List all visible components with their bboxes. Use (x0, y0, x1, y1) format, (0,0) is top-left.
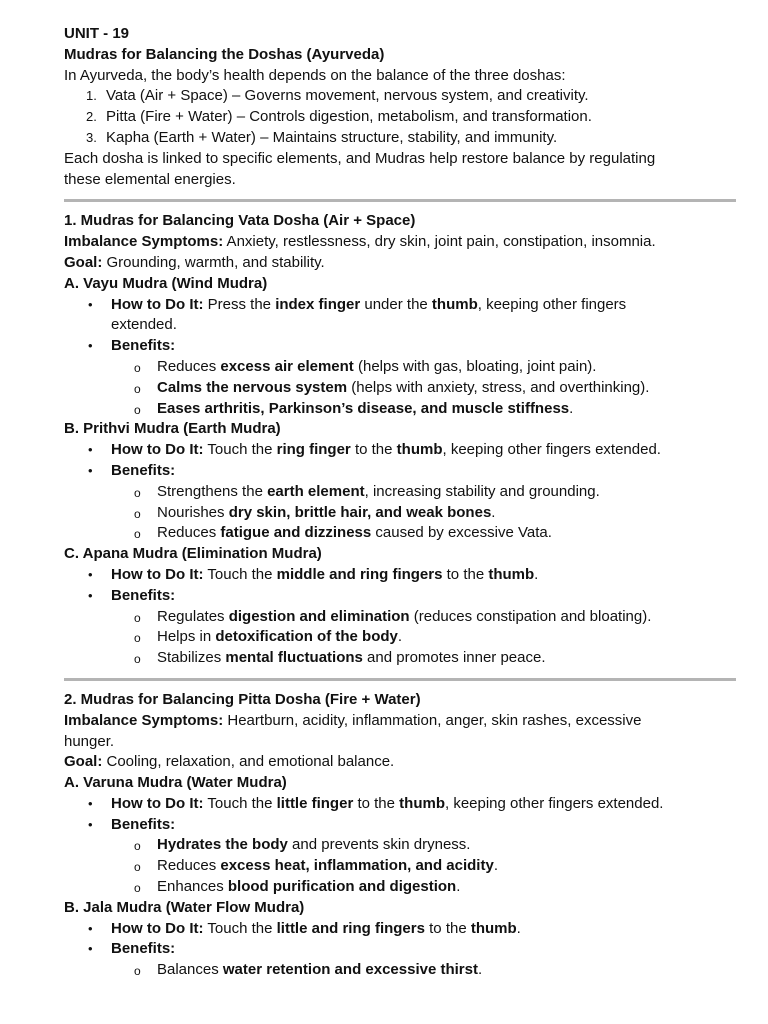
how-text: little finger (276, 794, 354, 812)
benefit-item (64, 523, 734, 544)
how-text: thumb (488, 565, 535, 583)
list-item (64, 86, 734, 107)
benefit-text: . (397, 628, 403, 646)
goal-label: Goal: (64, 753, 103, 771)
benefits-label: Benefits: (111, 940, 176, 958)
benefits-label: Benefits: (111, 461, 176, 479)
pitta-symptoms (64, 711, 734, 732)
circle-bullet-icon: o (134, 527, 141, 542)
how-text: . (534, 565, 539, 583)
how-text: to the (353, 794, 400, 812)
how-text: thumb (431, 295, 478, 313)
benefit-text: Helps in (157, 628, 216, 646)
how-item (64, 565, 734, 586)
list-item-text: Pitta (Fire + Water) – Controls digestion, metabolism, and transformation. (106, 108, 592, 126)
circle-bullet-icon: o (134, 381, 141, 396)
dosha-list (64, 86, 734, 148)
list-number: 3. (86, 129, 97, 145)
pitta-heading: 2. Mudras for Balancing Pitta Dosha (Fire + Water) (64, 690, 421, 708)
jala-list (64, 919, 734, 981)
how-item (64, 440, 734, 461)
benefit-text: water retention and excessive thirst (222, 961, 478, 979)
list-item-text: Kapha (Earth + Water) – Maintains structure, stability, and immunity. (106, 128, 558, 146)
how-text: Touch the (203, 565, 277, 583)
benefits-label: Benefits: (111, 586, 176, 604)
benefit-text: Enhances (157, 878, 228, 896)
how-text: Touch the (203, 919, 277, 937)
benefit-text: (helps with gas, bloating, joint pain). (353, 357, 597, 375)
pitta-symptoms-cont: hunger. (64, 732, 115, 750)
circle-bullet-icon: o (134, 839, 141, 854)
benefits-list (64, 357, 734, 419)
varuna-title: A. Varuna Mudra (Water Mudra) (64, 774, 287, 792)
how-label: How to Do It: (111, 794, 204, 812)
pitta-goal (64, 752, 734, 773)
benefit-text: Reduces (157, 357, 221, 375)
benefit-text: dry skin, brittle hair, and weak bones (228, 503, 492, 521)
benefits-list (64, 960, 734, 981)
page-title: Mudras for Balancing the Doshas (Ayurveda) (64, 45, 385, 63)
benefit-text: and prevents skin dryness. (287, 836, 471, 854)
bullet-icon: • (88, 587, 93, 603)
benefit-text: Eases arthritis, Parkinson’s disease, and muscle stiffness (157, 399, 570, 417)
list-number: 2. (86, 109, 97, 125)
varuna-list (64, 794, 734, 898)
circle-bullet-icon: o (134, 964, 141, 979)
benefit-text: (reduces constipation and bloating). (409, 607, 652, 625)
how-text: Touch the (203, 794, 277, 812)
benefit-text: fatigue and dizziness (220, 524, 372, 542)
jala-title: B. Jala Mudra (Water Flow Mudra) (64, 898, 305, 916)
benefits-item (64, 815, 734, 898)
prithvi-list (64, 440, 734, 544)
benefits-item (64, 586, 734, 669)
bullet-icon: • (88, 462, 93, 478)
benefits-list (64, 835, 734, 897)
benefit-text: excess air element (220, 357, 354, 375)
how-text: Touch the (203, 441, 277, 459)
benefit-text: Stabilizes (157, 649, 226, 667)
benefit-item (64, 482, 734, 503)
bullet-icon: • (88, 338, 93, 354)
benefit-item (64, 960, 734, 981)
benefit-text: . (569, 399, 574, 417)
vata-symptoms (64, 232, 734, 253)
how-text: Press the (203, 295, 276, 313)
benefit-text: . (493, 857, 498, 875)
section-divider (64, 199, 736, 202)
circle-bullet-icon: o (134, 506, 141, 521)
bullet-icon: • (88, 941, 93, 957)
benefit-item (64, 627, 734, 648)
how-text: little and ring fingers (276, 919, 425, 937)
how-text: thumb (470, 919, 517, 937)
benefit-text: Balances (157, 961, 223, 979)
how-text: under the (360, 295, 432, 313)
benefit-text: earth element (267, 482, 365, 500)
bullet-icon: • (88, 816, 93, 832)
how-text: thumb (396, 441, 443, 459)
how-text: to the (350, 441, 397, 459)
benefit-text: and promotes inner peace. (362, 649, 546, 667)
how-label: How to Do It: (111, 441, 204, 459)
circle-bullet-icon: o (134, 360, 141, 375)
prithvi-title: B. Prithvi Mudra (Earth Mudra) (64, 420, 281, 438)
bullet-icon: • (88, 566, 93, 582)
benefits-label: Benefits: (111, 337, 176, 355)
circle-bullet-icon: o (134, 631, 141, 646)
benefit-text: . (456, 878, 461, 896)
how-label: How to Do It: (111, 295, 204, 313)
how-text: thumb (399, 794, 445, 812)
intro-text: In Ayurveda, the body’s health depends on the balance of the three doshas: (64, 66, 566, 84)
benefits-item (64, 336, 734, 419)
benefit-text: Hydrates the body (157, 836, 288, 854)
benefit-item (64, 399, 734, 420)
circle-bullet-icon: o (134, 652, 141, 667)
how-text-cont: extended. (111, 316, 177, 334)
benefits-item (64, 461, 734, 544)
how-item (64, 919, 734, 940)
unit-label: UNIT - 19 (64, 25, 130, 42)
how-text: to the (424, 919, 471, 937)
bullet-icon: • (88, 795, 93, 811)
bullet-icon: • (88, 442, 93, 458)
benefit-text: (helps with anxiety, stress, and overthinking). (347, 378, 650, 396)
benefits-list (64, 482, 734, 544)
list-item (64, 107, 734, 128)
benefits-list (64, 607, 734, 669)
document-page (64, 24, 734, 981)
circle-bullet-icon: o (134, 402, 141, 417)
vayu-title: A. Vayu Mudra (Wind Mudra) (64, 274, 268, 292)
symptoms-text: Anxiety, restlessness, dry skin, joint pain, constipation, insomnia. (223, 233, 656, 251)
benefits-item (64, 939, 734, 981)
goal-text: Cooling, relaxation, and emotional balance. (102, 753, 395, 771)
how-text: to the (442, 565, 489, 583)
benefit-item (64, 835, 734, 856)
section-divider (64, 678, 736, 681)
list-number: 1. (86, 88, 97, 104)
vata-goal (64, 253, 734, 274)
apana-title: C. Apana Mudra (Elimination Mudra) (64, 545, 322, 563)
vata-heading: 1. Mudras for Balancing Vata Dosha (Air + Space) (64, 212, 416, 230)
how-text: middle and ring fingers (276, 565, 443, 583)
benefit-text: caused by excessive Vata. (371, 524, 552, 542)
benefit-item (64, 877, 734, 898)
list-item-text: Vata (Air + Space) – Governs movement, nervous system, and creativity. (106, 87, 589, 105)
benefit-text: Reduces (157, 524, 221, 542)
benefit-text: Calms the nervous system (157, 378, 348, 396)
symptoms-label: Imbalance Symptoms: (64, 233, 224, 251)
intro-close-line-1: Each dosha is linked to specific elements, and Mudras help restore balance by regulating (64, 149, 656, 167)
bullet-icon: • (88, 296, 93, 312)
how-text: , keeping other fingers (477, 295, 627, 313)
benefit-text: excess heat, inflammation, and acidity (220, 857, 494, 875)
how-text: , keeping other fingers extended. (442, 441, 661, 459)
benefit-text: detoxification of the body (215, 628, 398, 646)
vayu-list (64, 295, 734, 420)
symptoms-text: Heartburn, acidity, inflammation, anger, skin rashes, excessive (223, 711, 642, 729)
list-item (64, 128, 734, 149)
how-item (64, 295, 734, 337)
benefit-item (64, 607, 734, 628)
benefit-text: . (477, 961, 483, 979)
benefit-text: blood purification and digestion (227, 878, 457, 896)
circle-bullet-icon: o (134, 485, 141, 500)
benefits-label: Benefits: (111, 815, 176, 833)
bullet-icon: • (88, 920, 93, 936)
benefit-item (64, 357, 734, 378)
benefit-text: Regulates (157, 607, 229, 625)
how-item (64, 794, 734, 815)
benefit-text: digestion and elimination (228, 607, 410, 625)
symptoms-label: Imbalance Symptoms: (64, 711, 224, 729)
benefit-text: . (491, 503, 496, 521)
intro-close-line-2: these elemental energies. (64, 170, 236, 188)
circle-bullet-icon: o (134, 610, 141, 625)
benefit-text: Reduces (157, 857, 221, 875)
how-text: ring finger (276, 441, 351, 459)
how-text: . (516, 919, 521, 937)
benefit-item (64, 856, 734, 877)
circle-bullet-icon: o (134, 860, 141, 875)
benefit-text: , increasing stability and grounding. (364, 482, 600, 500)
benefit-text: Nourishes (157, 503, 229, 521)
circle-bullet-icon: o (134, 881, 141, 896)
benefit-text: Strengthens the (157, 482, 268, 500)
benefit-item (64, 503, 734, 524)
apana-list (64, 565, 734, 669)
how-text: index finger (275, 295, 361, 313)
goal-text: Grounding, warmth, and stability. (102, 253, 325, 271)
benefit-text: mental fluctuations (225, 649, 363, 667)
how-text: , keeping other fingers extended. (444, 794, 664, 812)
how-label: How to Do It: (111, 565, 204, 583)
goal-label: Goal: (64, 253, 103, 271)
benefit-item (64, 648, 734, 669)
benefit-item (64, 378, 734, 399)
how-label: How to Do It: (111, 919, 204, 937)
